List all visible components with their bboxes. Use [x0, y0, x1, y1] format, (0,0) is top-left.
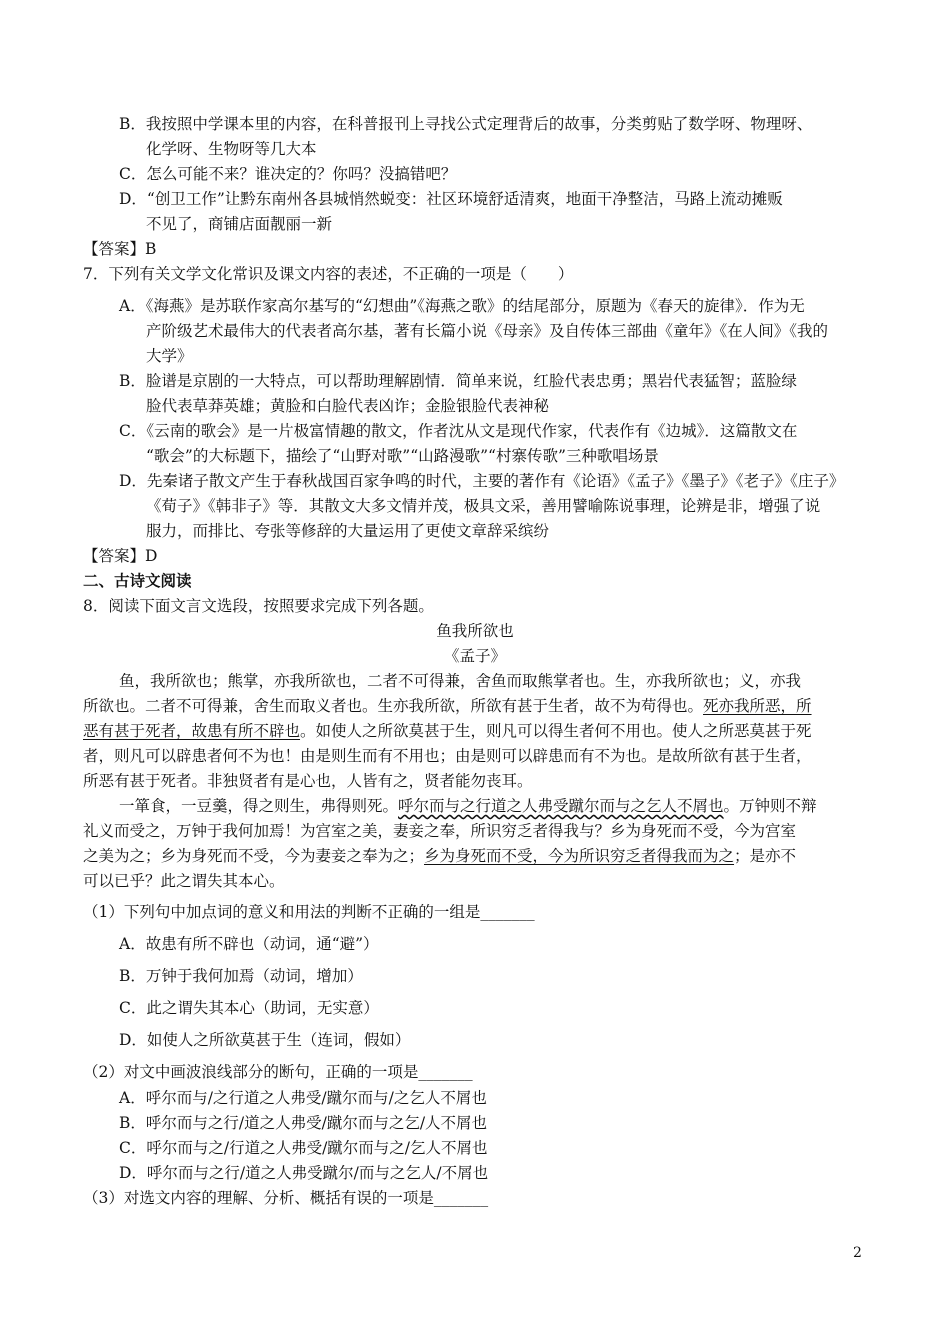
underlined-sentence-part1: 死亦我所恶，所	[703, 697, 812, 715]
q7-option-c-line1: C．《云南的歌会》是一片极富情趣的散文，作者沈从文是现代作家，代表作有《边城》．这篇散文在	[119, 422, 798, 440]
q8-stem: 8．阅读下面文言文选段，按照要求完成下列各题。	[83, 597, 434, 615]
q7-stem: 7．下列有关文学文化常识及课文内容的表述，不正确的一项是（ ）	[83, 265, 574, 283]
wavy-underlined-sentence: 呼尔而与之行道之人弗受蹴尔而与之乞人不屑也	[398, 797, 724, 815]
q6-option-d-line1: D．“创卫工作”让黔东南州各县城悄然蜕变：社区环境舒适清爽，地面干净整洁，马路上流动摊贩	[119, 190, 783, 208]
passage-p2-line1-b: 。万钟则不辩	[723, 797, 817, 815]
passage-p1-line3-text: 。如使人之所欲莫甚于生，则凡可以得生者何不用也。使人之所恶莫甚于死	[300, 722, 812, 740]
passage-p2-line4: 可以已乎？此之谓失其本心。	[83, 872, 285, 890]
sub2-option-a: A．呼尔而与/之行道之人弗受/蹴尔而与/之乞人不屑也	[119, 1089, 487, 1107]
sub1-option-a: A．故患有所不辟也（动词，通“避”）	[119, 935, 379, 953]
q6-answer: 【答案】B	[83, 240, 157, 258]
passage-p2-line3-a: 之美为之；乡为身死而不受，今为妻妾之奉为之；	[83, 847, 425, 865]
q7-option-d-line1: D．先秦诸子散文产生于春秋战国百家争鸣的时代，主要的著作有《论语》《孟子》《墨子》《老子》《庄子》	[119, 472, 845, 490]
q6-option-d-line2: 不见了，商铺店面靓丽一新	[146, 215, 333, 233]
sub1-stem: （1）下列句中加点词的意义和用法的判断不正确的一组是_______	[83, 903, 535, 921]
passage-p1-line2-text: 所欲也。二者不可得兼，舍生而取义者也。生亦我所欲，所欲有甚于生者，故不为苟得也。	[83, 697, 704, 715]
passage-p2-line1	[119, 796, 817, 816]
q7-option-b-line2: 脸代表草莽英雄；黄脸和白脸代表凶诈；金脸银脸代表神秘	[146, 397, 550, 415]
passage-title: 鱼我所欲也	[436, 622, 514, 640]
sub2-option-d: D．呼尔而与之行/道之人弗受蹴尔/而与之乞人/不屑也	[119, 1164, 489, 1182]
underlined-sentence-part2: 恶有甚于死者，故患有所不辟也	[83, 722, 301, 740]
q7-option-a-line3: 大学》	[146, 347, 193, 365]
q7-option-c-line2: “歌会”的大标题下，描绘了“山野对歌”“山路漫歌”“村寨传歌”三种歌唱场景	[146, 447, 659, 465]
q7-option-d-line2: 《荀子》《韩非子》等．其散文大多文情并茂，极具文采，善用譬喻陈说事理，论辨是非，增强了说	[146, 497, 821, 515]
passage-p2-line3-b: ；是亦不	[734, 847, 797, 865]
q7-option-a-line1: A．《海燕》是苏联作家高尔基写的“幻想曲”《海燕之歌》的结尾部分，原题为《春天的旋律》．作为无	[119, 297, 805, 315]
sub1-option-b: B．万钟于我何加焉（动词，增加）	[119, 967, 363, 985]
q6-option-b-line2: 化学呀、生物呀等几大本	[146, 140, 317, 158]
sub2-option-b: B．呼尔而与之行/道之人弗受/蹴尔而与之乞/人不屑也	[119, 1114, 488, 1132]
q6-option-b-line1: B．我按照中学课本里的内容，在科普报刊上寻找公式定理背后的故事，分类剪贴了数学呀、物理呀、	[119, 115, 813, 133]
q6-option-c: C．怎么可能不来？谁决定的？你吗？没搞错吧？	[119, 165, 457, 183]
passage-p1-line1: 鱼，我所欲也；熊掌，亦我所欲也，二者不可得兼，舍鱼而取熊掌者也。生，亦我所欲也；义，亦我	[119, 672, 802, 690]
passage-p1-line4: 者，则凡可以辟患者何不为也！由是则生而有不用也；由是则可以辟患而有不为也。是故所欲有甚于生者，	[83, 747, 812, 765]
q7-option-b-line1: B．脸谱是京剧的一大特点，可以帮助理解剧情．简单来说，红脸代表忠勇；黑岩代表猛智；蓝脸绿	[119, 372, 797, 390]
passage-p2-line3	[83, 846, 796, 866]
sub1-option-c: C．此之谓失其本心（助词，无实意）	[119, 999, 379, 1017]
sub3-stem: （3）对选文内容的理解、分析、概括有误的一项是_______	[83, 1189, 489, 1207]
underlined-sentence-3: 乡为身死而不受，今为所识穷乏者得我而为之	[424, 847, 735, 865]
passage-p2-line1-a: 一箪食，一豆羹，得之则生，弗得则死。	[119, 797, 399, 815]
passage-author: 《孟子》	[443, 647, 506, 665]
sub1-option-d: D．如使人之所欲莫甚于生（连词，假如）	[119, 1031, 411, 1049]
q7-answer: 【答案】D	[83, 547, 158, 565]
passage-p1-line3	[83, 721, 812, 741]
q7-option-a-line2: 产阶级艺术最伟大的代表者高尔基，著有长篇小说《母亲》及自传体三部曲《童年》《在人间》《我的	[146, 322, 829, 340]
page-number: 2	[853, 1245, 862, 1261]
passage-p1-line2	[83, 696, 812, 716]
sub2-option-c: C．呼尔而与之/行道之人弗受/蹴尔而与之/乞人不屑也	[119, 1139, 488, 1157]
q7-option-d-line3: 服力，而排比、夸张等修辞的大量运用了更使文章辞采缤纷	[146, 522, 550, 540]
passage-p2-line2: 礼义而受之，万钟于我何加焉！为宫室之美，妻妾之奉，所识穷乏者得我与？乡为身死而不受，今为宫室	[83, 822, 797, 840]
section-heading: 二、古诗文阅读	[83, 571, 192, 590]
sub2-stem: （2）对文中画波浪线部分的断句，正确的一项是_______	[83, 1063, 473, 1081]
passage-p1-line5: 所恶有甚于死者。非独贤者有是心也，人皆有之，贤者能勿丧耳。	[83, 772, 533, 790]
